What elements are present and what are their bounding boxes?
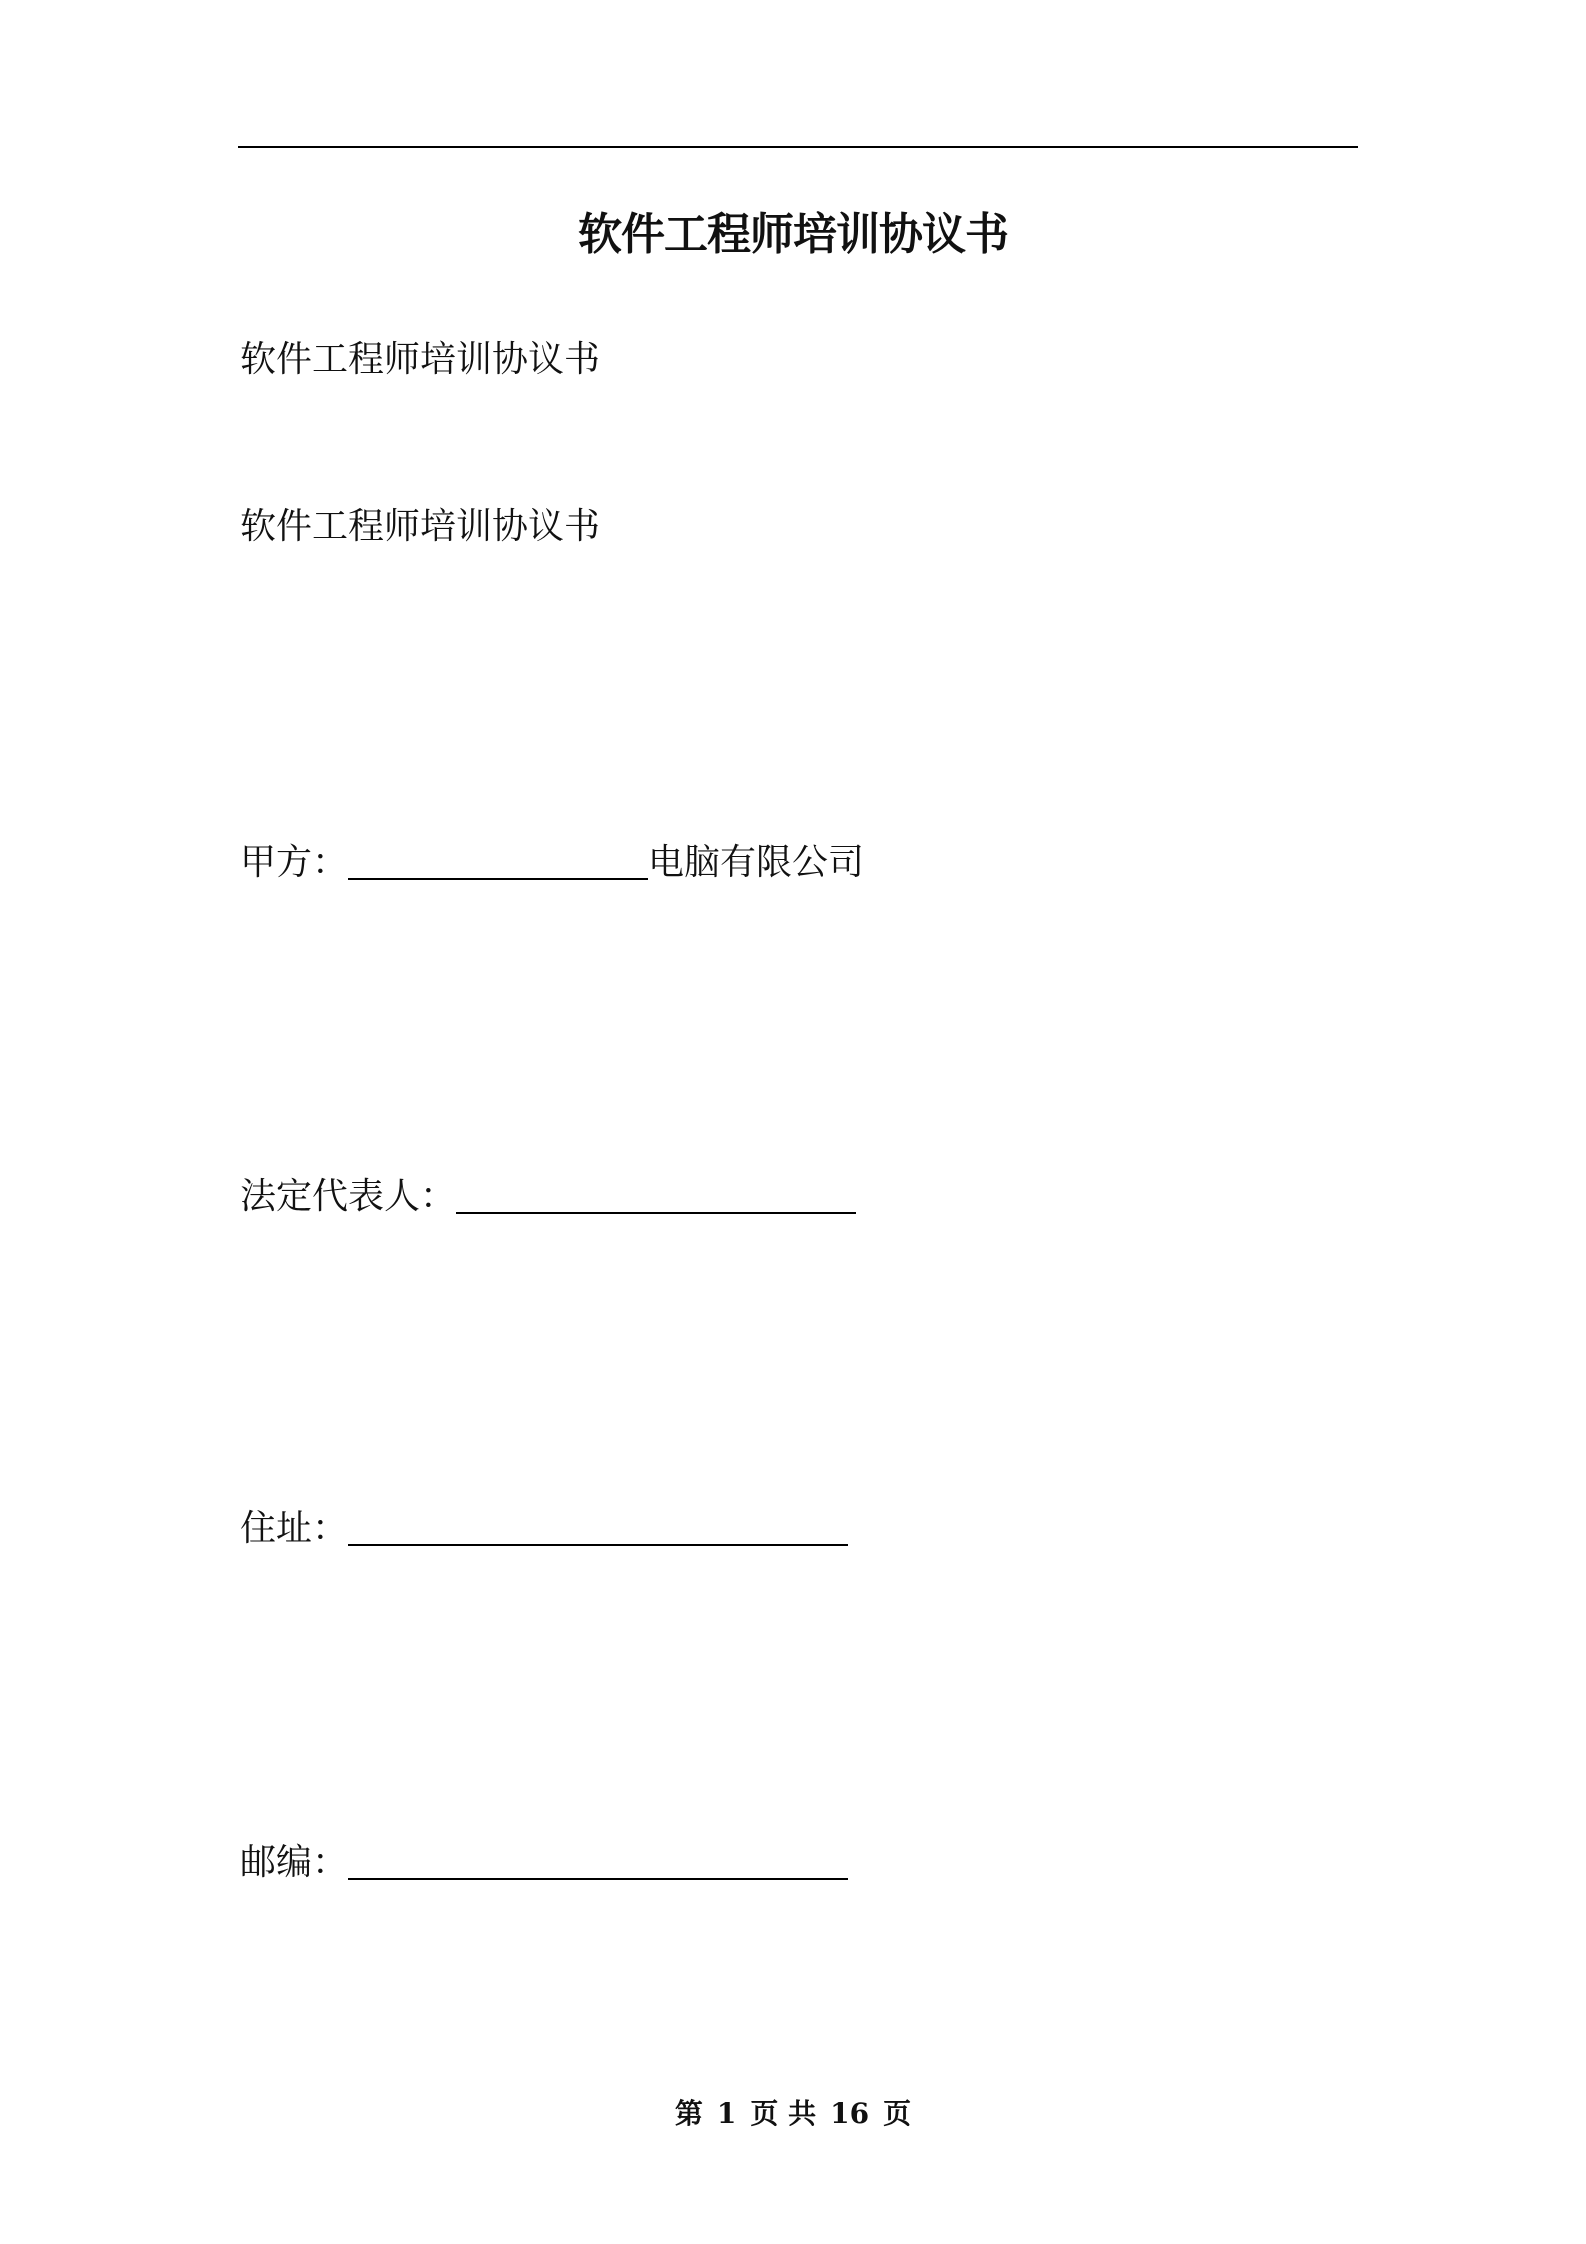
footer-total-pages: 16 [830, 2097, 870, 2130]
party-a-blank[interactable] [348, 842, 648, 880]
address-label: 住址： [240, 1508, 349, 1549]
postcode-label: 邮编： [240, 1842, 349, 1883]
legal-rep-label: 法定代表人： [240, 1176, 457, 1217]
address-line [240, 1502, 848, 1554]
page-footer [0, 2094, 1586, 2134]
party-a-label: 甲方： [240, 842, 349, 883]
footer-middle: 页 共 [750, 2097, 817, 2130]
legal-rep-blank[interactable] [456, 1176, 856, 1214]
header-rule [238, 146, 1358, 148]
legal-rep-line [240, 1170, 856, 1222]
document-title: 软件工程师培训协议书 [578, 209, 1008, 260]
postcode-line [240, 1836, 848, 1888]
footer-suffix: 页 [883, 2097, 912, 2130]
subtitle-line-2: 软件工程师培训协议书 [240, 506, 601, 547]
party-a-line [240, 836, 864, 888]
footer-current-page: 1 [716, 2097, 737, 2130]
address-blank[interactable] [348, 1508, 848, 1546]
subtitle-line-1: 软件工程师培训协议书 [240, 339, 601, 380]
party-a-suffix: 电脑有限公司 [648, 842, 865, 883]
footer-prefix: 第 [674, 2097, 703, 2130]
postcode-blank[interactable] [348, 1842, 848, 1880]
